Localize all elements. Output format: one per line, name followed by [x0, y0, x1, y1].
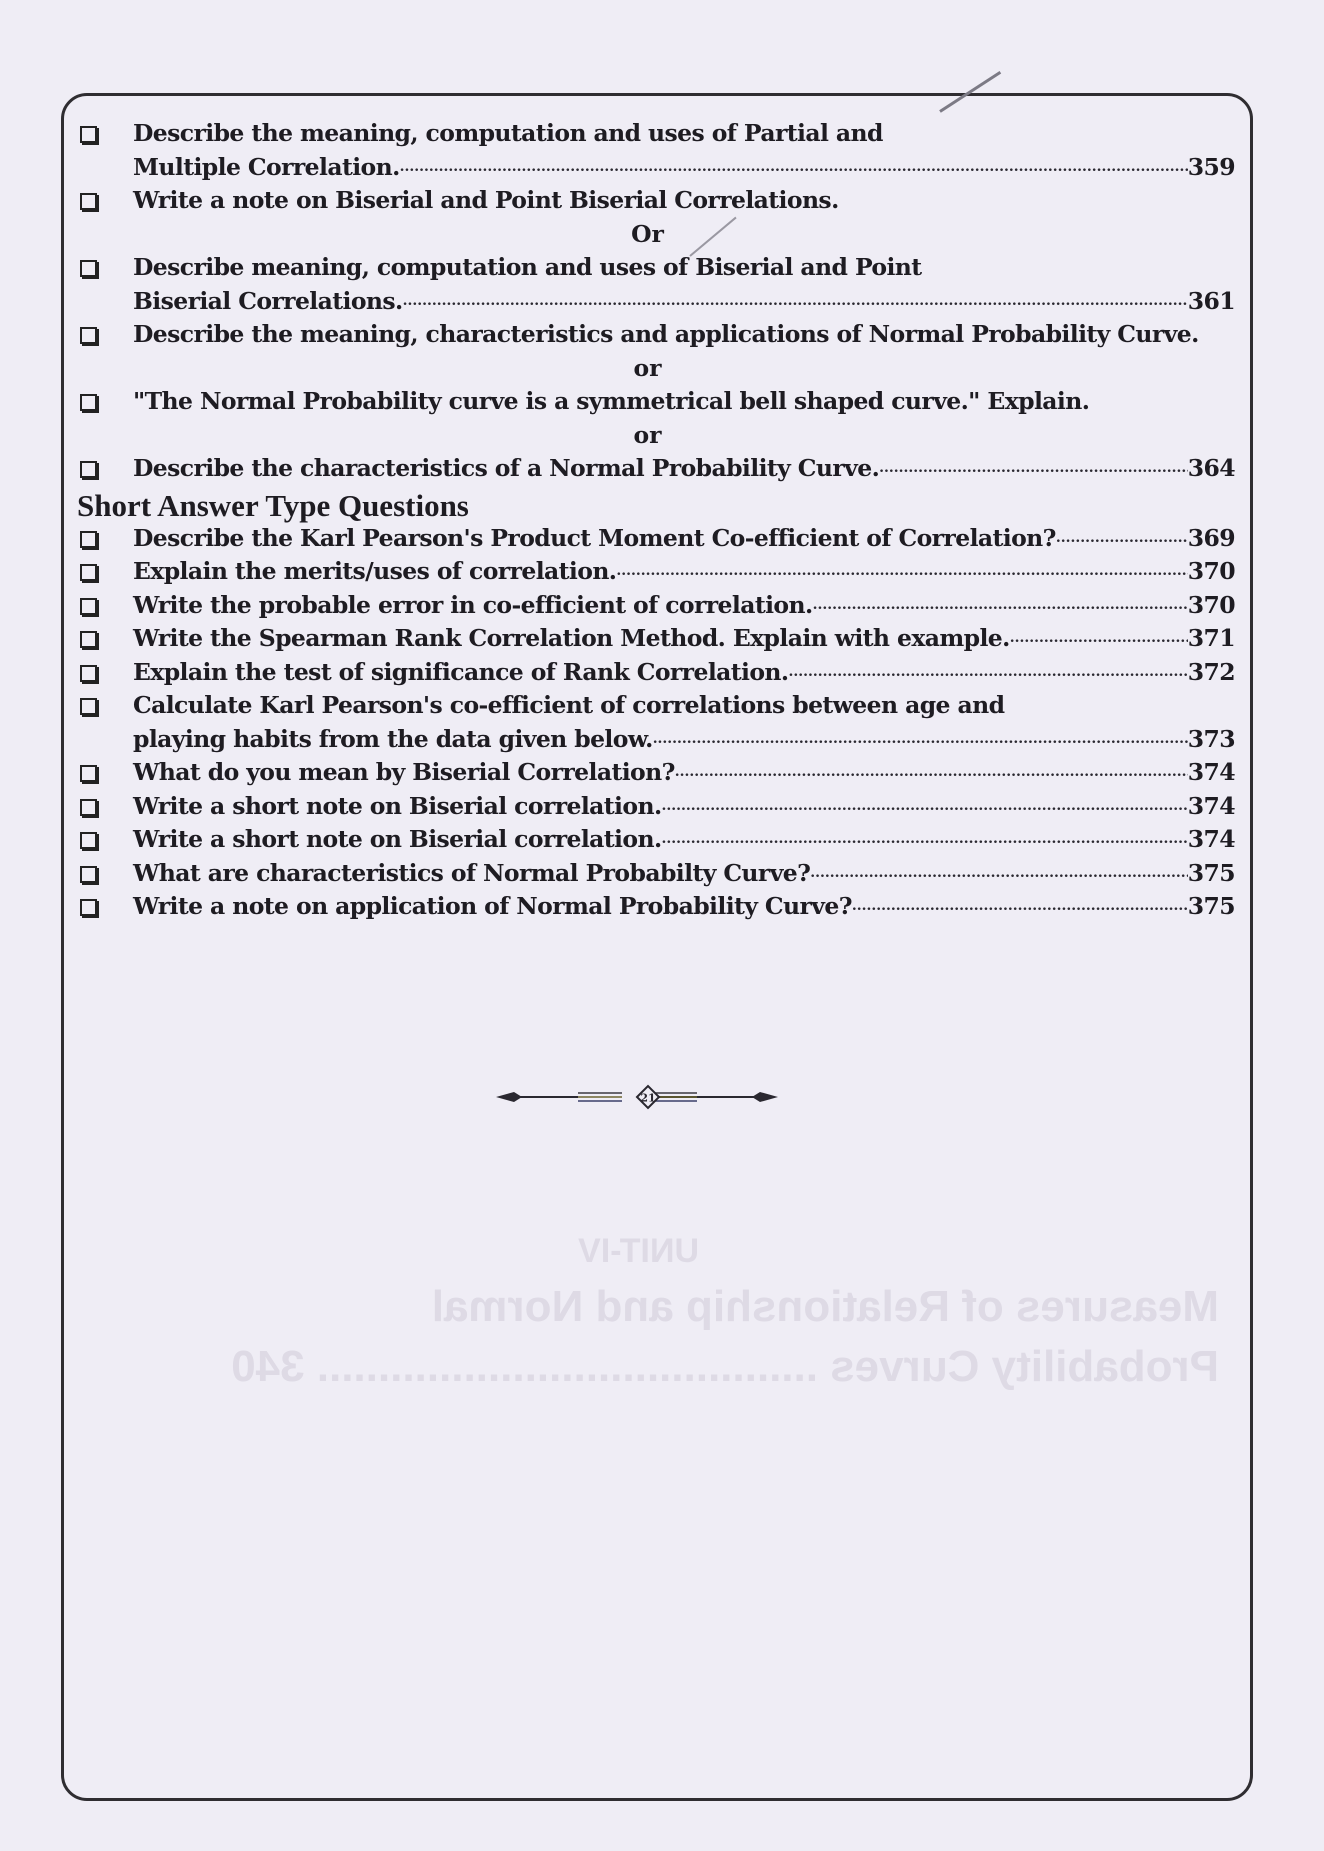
- question-text: Explain the merits/uses of correlation.: [133, 557, 617, 585]
- checkbox-shadow-icon: [80, 832, 97, 849]
- page-ref: 375: [1187, 892, 1235, 920]
- question-text: Describe the meaning, characteristics and applications of Normal Probability Curve.: [133, 320, 1199, 348]
- page-ref: 370: [1187, 590, 1235, 619]
- checkbox-shadow-icon: [80, 327, 97, 344]
- ghost-unit-label: UNIT-IV: [578, 1232, 699, 1270]
- ghost-title-line1: Measures of Relationship and Normal: [431, 1282, 1219, 1331]
- question-text: Describe the characteristics of a Normal Probability Curve.: [133, 454, 880, 482]
- page-ref: 364: [1187, 454, 1235, 482]
- dot-leader: [653, 723, 1188, 757]
- page-ref: 374: [1187, 791, 1235, 820]
- question-text: Write the probable error in co-efficient of correlation.: [133, 590, 813, 619]
- ghost-title-line2: Probability Curves ......................................... 340: [231, 1342, 1219, 1391]
- toc-entry-line: [80, 756, 1235, 790]
- section-heading: Short Answer Type Questions: [77, 487, 469, 523]
- dot-leader: [662, 823, 1188, 857]
- page-ref: 370: [1187, 557, 1235, 585]
- dot-leader: [1056, 522, 1188, 556]
- or-separator: or: [633, 420, 662, 449]
- checkbox-shadow-icon: [80, 126, 97, 143]
- toc-entry-line: [80, 823, 1235, 857]
- toc-entry-line: [80, 790, 1235, 824]
- question-text: What are characteristics of Normal Probabilty Curve?: [133, 858, 811, 887]
- page-ref: 359: [1187, 152, 1235, 181]
- or-separator: Or: [631, 219, 664, 248]
- dot-leader: [879, 452, 1188, 486]
- question-text: "The Normal Probability curve is a symmetrical bell shaped curve." Explain.: [133, 387, 1090, 415]
- checkbox-shadow-icon: [80, 564, 97, 581]
- page-number: 21: [640, 1091, 656, 1105]
- checkbox-shadow-icon: [80, 598, 97, 615]
- checkbox-shadow-icon: [80, 631, 97, 648]
- checkbox-shadow-icon: [80, 799, 97, 816]
- question-text: Describe the meaning, computation and uses of Partial and: [133, 119, 883, 147]
- checkbox-shadow-icon: [80, 866, 97, 883]
- page-ref: 371: [1187, 624, 1235, 652]
- dot-leader: [403, 285, 1188, 319]
- page-ref: 375: [1187, 858, 1235, 887]
- question-text: Write a note on application of Normal Probability Curve?: [133, 892, 852, 920]
- checkbox-shadow-icon: [80, 531, 97, 548]
- short-questions-list: [80, 522, 1235, 924]
- checkbox-shadow-icon: [80, 698, 97, 715]
- toc-entry-line: [80, 656, 1235, 690]
- toc-entry-line: [80, 723, 1235, 757]
- dot-leader: [616, 555, 1187, 589]
- toc-entry-line: [80, 622, 1235, 656]
- checkbox-shadow-icon: [80, 461, 97, 478]
- toc-entry-line: [80, 184, 1235, 218]
- toc-entry-line: [80, 285, 1235, 319]
- or-separator: or: [633, 353, 662, 382]
- toc-entry-line: [80, 117, 1235, 151]
- checkbox-shadow-icon: [80, 394, 97, 411]
- page-ref: 374: [1187, 825, 1235, 853]
- checkbox-shadow-icon: [80, 765, 97, 782]
- question-text: Describe the Karl Pearson's Product Moment Co-efficient of Correlation?: [133, 523, 1056, 552]
- question-text: What do you mean by Biserial Correlation?: [133, 758, 675, 786]
- toc-entry-line: [80, 385, 1235, 419]
- checkbox-shadow-icon: [80, 899, 97, 916]
- dot-leader: [675, 756, 1188, 790]
- toc-entry-line: [80, 251, 1235, 285]
- page-ref: 361: [1187, 286, 1235, 315]
- question-text: playing habits from the data given below.: [133, 724, 653, 753]
- question-text: Write a short note on Biserial correlation.: [133, 791, 662, 820]
- dot-leader: [813, 589, 1188, 623]
- checkbox-shadow-icon: [80, 260, 97, 277]
- question-text: Biserial Correlations.: [133, 286, 403, 315]
- checkbox-shadow-icon: [80, 665, 97, 682]
- toc-entry-line: [80, 555, 1235, 589]
- dot-leader: [852, 890, 1188, 924]
- page-ref: 374: [1187, 758, 1235, 786]
- dot-leader: [789, 656, 1188, 690]
- question-text: Calculate Karl Pearson's co-efficient of correlations between age and: [133, 691, 1005, 719]
- toc-entry-line: [80, 452, 1235, 486]
- contents-list: [77, 117, 1235, 924]
- toc-entry-line: [80, 151, 1235, 185]
- page-ref: 369: [1187, 523, 1235, 552]
- question-text: Multiple Correlation.: [133, 152, 400, 181]
- toc-entry-line: [80, 522, 1235, 556]
- dot-leader: [400, 151, 1188, 185]
- toc-entry-line: [80, 689, 1235, 723]
- page-ref: 372: [1187, 657, 1235, 686]
- toc-entry-line: [80, 318, 1235, 352]
- toc-entry-line: [80, 589, 1235, 623]
- dot-leader: [1010, 622, 1188, 656]
- ornament-divider-icon: [492, 1084, 782, 1110]
- question-text: Write a short note on Biserial correlation.: [133, 825, 662, 853]
- dot-leader: [810, 857, 1187, 891]
- page-ref: 373: [1187, 724, 1235, 753]
- question-text: Describe meaning, computation and uses of Biserial and Point: [133, 253, 922, 281]
- long-questions-list: [80, 117, 1235, 486]
- toc-entry-line: [80, 890, 1235, 924]
- question-text: Write a note on Biserial and Point Biserial Correlations.: [133, 186, 839, 214]
- question-text: Write the Spearman Rank Correlation Method. Explain with example.: [133, 624, 1010, 652]
- toc-entry-line: [80, 857, 1235, 891]
- dot-leader: [662, 790, 1188, 824]
- question-text: Explain the test of significance of Rank Correlation.: [133, 657, 789, 686]
- checkbox-shadow-icon: [80, 193, 97, 210]
